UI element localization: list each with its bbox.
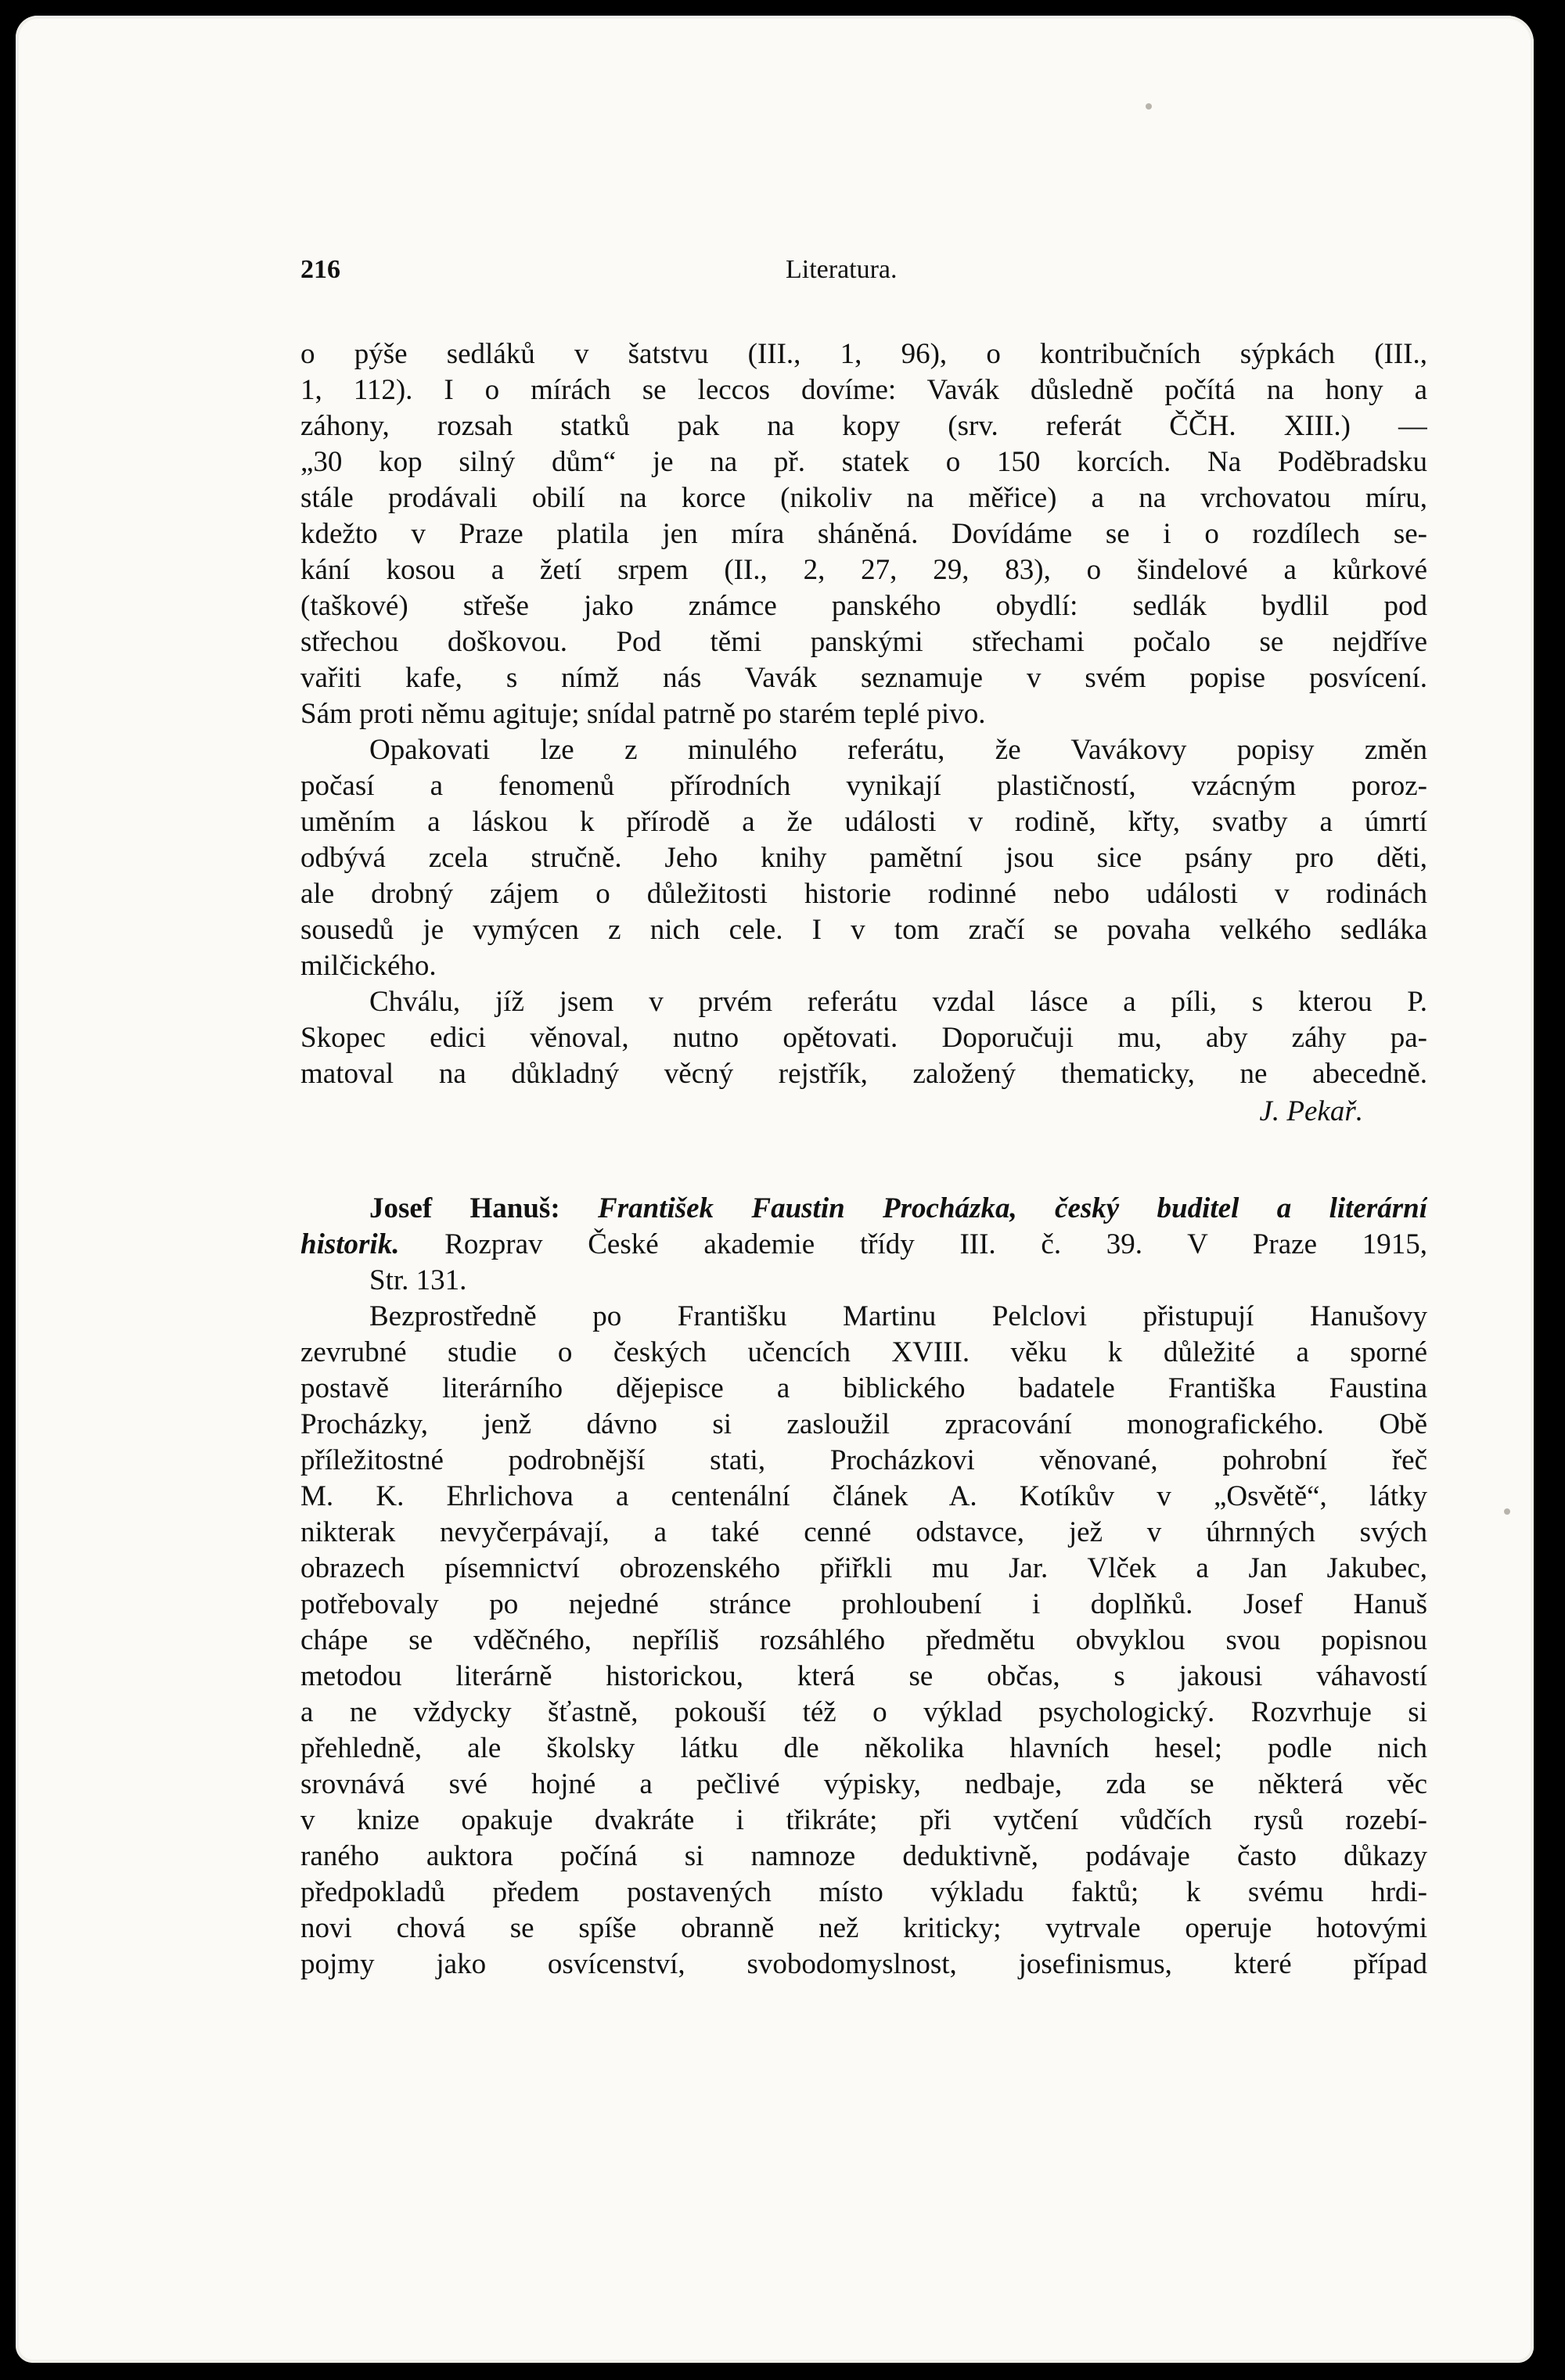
text-line: Skopec edici věnoval, nutno opětovati. Doporučuji mu, aby záhy pa- — [300, 1022, 1427, 1054]
running-head: Literatura. — [786, 255, 898, 284]
text-line: přehledně, ale školsky látku dle několika hlavních hesel; podle nich — [300, 1732, 1427, 1764]
text-line: příležitostné podrobnější stati, Procházkovi věnované, pohrobní řeč — [300, 1444, 1427, 1476]
page-number: 216 — [300, 255, 340, 284]
text-line: potřebovaly po nejedné stránce prohloubení i doplňků. Josef Hanuš — [300, 1588, 1427, 1620]
body-text — [300, 336, 1427, 1983]
text-line: metodou literárně historickou, která se občas, s jakousi váhavostí — [300, 1660, 1427, 1692]
text-line: a ne vždycky šťastně, pokouší též o výklad psychologický. Rozvrhuje si — [300, 1696, 1427, 1728]
text-line: kání kosou a žetí srpem (II., 2, 27, 29, 83), o šindelové a kůrkové — [300, 554, 1427, 586]
text-line: Opakovati lze z minulého referátu, že Vavákovy popisy změn — [369, 734, 1427, 766]
text-line: předpokladů předem postavených místo výkladu faktů; k svému hrdi- — [300, 1876, 1427, 1908]
text-line: nikterak nevyčerpávají, a také cenné odstavce, jež v úhrnných svých — [300, 1516, 1427, 1548]
speck-mark — [1146, 103, 1152, 110]
scanned-page — [16, 16, 1534, 2363]
text-line: srovnává své hojné a pečlivé výpisky, nedbaje, zda se některá věc — [300, 1768, 1427, 1800]
review-book-title-continued: historik. — [300, 1228, 400, 1260]
review-heading-line — [300, 1227, 1427, 1263]
text-line: matoval na důkladný věcný rejstřík, založený thematicky, ne abecedně. — [300, 1058, 1427, 1090]
review-publication-info: Rozprav České akademie třídy III. č. 39. V Praze 1915, — [444, 1228, 1427, 1260]
text-line: stále prodávali obilí na korce (nikoliv na měřice) a na vrchovatou míru, — [300, 482, 1427, 514]
text-line: o pýše sedláků v šatstvu (III., 1, 96), o kontribučních sýpkách (III., — [300, 338, 1427, 370]
paragraph-praise-editor — [300, 984, 1427, 1130]
text-line: obrazech písemnictví obrozenského přiřkli mu Jar. Vlček a Jan Jakubec, — [300, 1552, 1427, 1584]
text-line: vařiti kafe, s nímž nás Vavák seznamuje v svém popise posvícení. — [300, 662, 1427, 694]
text-line: ale drobný zájem o důležitosti historie rodinné nebo události v rodinách — [300, 878, 1427, 910]
text-line: záhony, rozsah statků pak na kopy (srv. referát ČČH. XIII.) — — [300, 410, 1427, 442]
text-line: pojmy jako osvícenství, svobodomyslnost, josefinismus, které případ — [300, 1948, 1427, 1980]
text-line: počasí a fenomenů přírodních vynikají plastičností, vzácným poroz- — [300, 770, 1427, 802]
review-author: Josef Hanuš: — [369, 1192, 560, 1224]
text-line: Chválu, jíž jsem v prvém referátu vzdal lásce a píli, s kterou P. — [369, 986, 1427, 1018]
speck-mark — [1504, 1508, 1510, 1515]
text-line: novi chová se spíše obranně než kriticky; vytrvale operuje hotovými — [300, 1912, 1427, 1944]
text-line: (taškové) střeše jako známce panského obydlí: sedlák bydlil pod — [300, 590, 1427, 622]
text-line: raného auktora počíná si namnoze deduktivně, podávaje často důkazy — [300, 1840, 1427, 1872]
text-line: sousedů je vymýcen z nich cele. I v tom zračí se povaha velkého sedláka — [300, 914, 1427, 946]
text-line: uměním a láskou k přírodě a že události v rodině, křty, svatby a úmrtí — [300, 806, 1427, 838]
paragraph-vavak-descriptions — [300, 732, 1427, 984]
text-line: „30 kop silný dům“ je na př. statek o 150 korcích. Na Poděbradsku — [300, 446, 1427, 478]
text-line: odbývá zcela stručně. Jeho knihy pamětní jsou sice psány pro děti, — [300, 842, 1427, 874]
review-pages: Str. 131. — [369, 1264, 467, 1296]
review-heading — [300, 1191, 1427, 1299]
text-line: v knize opakuje dvakráte i třikráte; při vytčení vůdčích rysů rozebí- — [300, 1804, 1427, 1836]
text-line: postavě literárního dějepisce a biblického badatele Františka Faustina — [300, 1372, 1427, 1404]
text-line: střechou doškovou. Pod těmi panskými střechami počalo se nejdříve — [300, 626, 1427, 658]
text-line: 1, 112). I o mírách se leccos dovíme: Vavák důsledně počítá na hony a — [300, 374, 1427, 406]
page-header — [300, 250, 1427, 297]
text-line: Procházky, jenž dávno si zasloužil zpracování monografického. Obě — [300, 1408, 1427, 1440]
text-line: M. K. Ehrlichova a centenální článek A. Kotíkův v „Osvětě“, látky — [300, 1480, 1427, 1512]
text-line: kdežto v Praze platila jen míra sháněná. Dovídáme se i o rozdílech se- — [300, 518, 1427, 550]
text-line: chápe se vděčného, nepříliš rozsáhlého předmětu obvyklou svou popisnou — [300, 1624, 1427, 1656]
paragraph-vavak-customs — [300, 336, 1427, 732]
text-line: Bezprostředně po Františku Martinu Pelclovi přistupují Hanušovy — [369, 1300, 1427, 1332]
text-line: zevrubné studie o českých učencích XVIII. věku k důležité a sporné — [300, 1336, 1427, 1368]
paragraph-hanus-review — [300, 1299, 1427, 1983]
review-signature: J. Pekař. — [1259, 1095, 1363, 1127]
text-line: milčického. — [300, 950, 437, 982]
text-line: Sám proti němu agituje; snídal patrně po starém teplé pivo. — [300, 698, 986, 730]
review-heading-line — [300, 1191, 1427, 1227]
review-book-title: František Faustin Procházka, český buditel a literární — [598, 1192, 1427, 1224]
